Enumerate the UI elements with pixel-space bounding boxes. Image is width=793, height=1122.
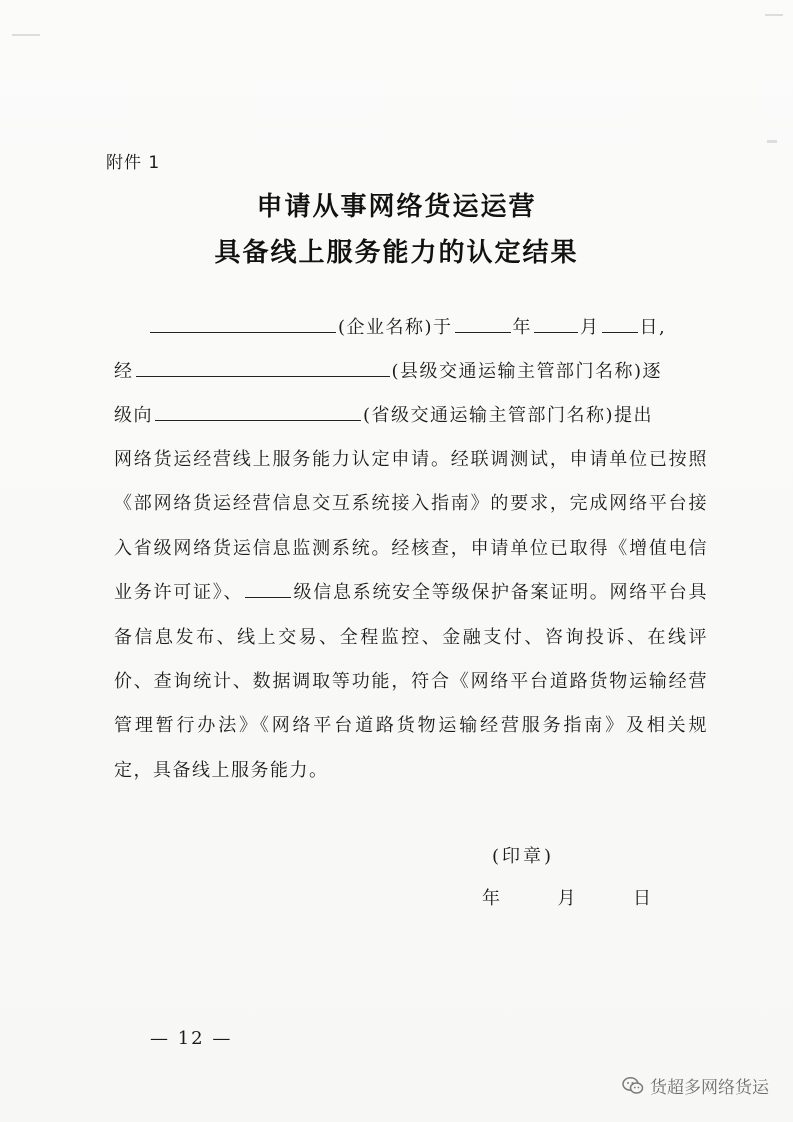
statement-line-3 [114, 394, 704, 438]
seal-placeholder: (印章) [492, 846, 555, 867]
watermark [622, 1073, 769, 1098]
signature-date [482, 884, 653, 910]
month-blank [534, 310, 578, 333]
month-label: 月 [580, 317, 600, 338]
document-title-line1: 申请从事网络货运运营 [256, 192, 537, 222]
province-department-blank [155, 398, 361, 421]
paragraph-part2: 级信息系统安全等级保护备案证明。网络平台具备信息发布、线上交易、全程监控、金融支付、咨询投诉、在线评价、查询统计、数据调取等功能，符合《网络平台道路货物运输经营管理暂行办法》《网络平台道路货物运输经营服务指南》及相关规定，具备线上服务能力。 [114, 582, 708, 781]
document-title-line2: 具备线上服务能力的认定结果 [214, 238, 579, 268]
year-blank [455, 310, 511, 333]
day-label: 日, [639, 317, 667, 338]
watermark-text: 货超多网络货运 [650, 1078, 769, 1098]
scan-artifact [765, 14, 783, 16]
statement-paragraph [114, 438, 708, 793]
line3-prefix: 级向 [114, 405, 153, 426]
page-number: — 12 — [150, 1028, 233, 1049]
signature-year: 年 [482, 888, 502, 909]
statement-line-1 [114, 306, 704, 350]
wechat-icon [622, 1076, 644, 1096]
line2-prefix: 经 [114, 361, 134, 382]
signature-day: 日 [632, 888, 653, 909]
province-department-label: (省级交通运输主管部门名称)提出 [363, 405, 654, 426]
company-name-blank [150, 310, 336, 333]
attachment-label: 附件 1 [106, 153, 161, 173]
company-name-label: (企业名称)于 [338, 317, 453, 338]
county-department-label: (县级交通运输主管部门名称)逐 [391, 361, 663, 382]
scan-artifact [767, 140, 777, 143]
paragraph-part1: 网络货运经营线上服务能力认定申请。经联调测试，申请单位已按照《部网络货运经营信息交互系统接入指南》的要求，完成网络平台接入省级网络货运信息监测系统。经核查，申请单位已取得《增值电信业务许可证》、 [114, 449, 708, 604]
security-level-blank [245, 577, 291, 598]
statement-line-2 [114, 350, 704, 394]
day-blank [602, 310, 638, 333]
year-label: 年 [512, 317, 533, 338]
signature-month: 月 [557, 888, 578, 909]
county-department-blank [136, 354, 390, 377]
scan-artifact [12, 34, 40, 36]
